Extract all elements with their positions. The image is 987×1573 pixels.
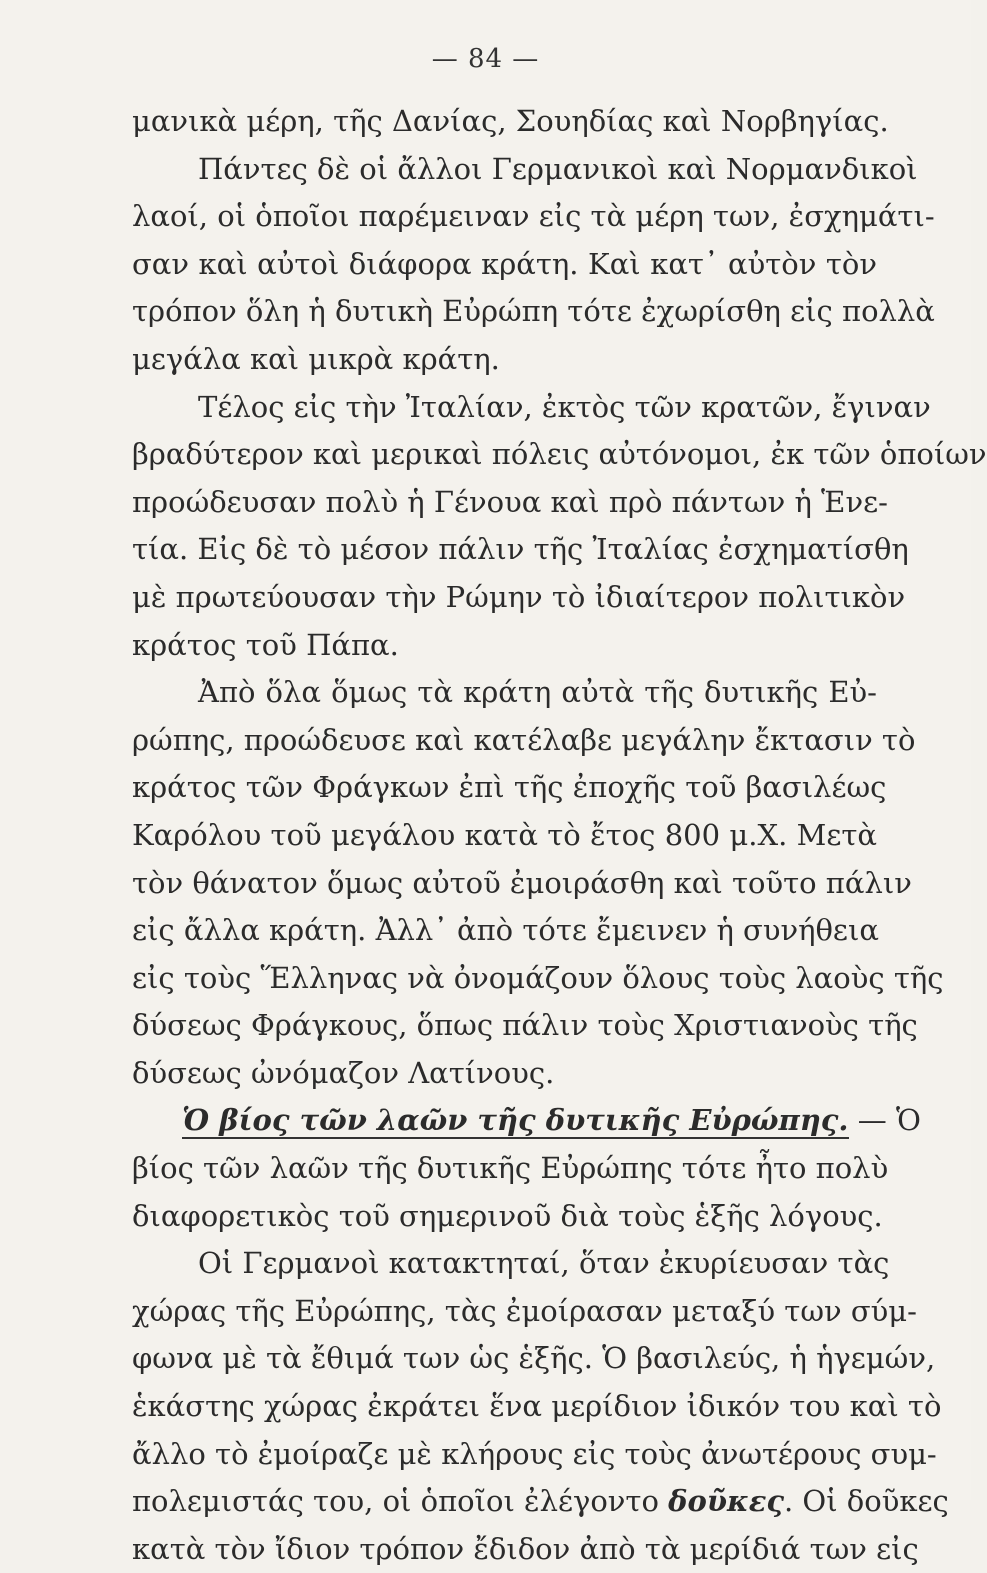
text-line: κράτος τοῦ Πάπα. (132, 627, 399, 662)
text-line: φωνα μὲ τὰ ἔθιμά των ὡς ἑξῆς. Ὁ βασιλεύς, ἡ ἡγεμών, (132, 1341, 936, 1376)
text-line: Ἀπὸ ὅλα ὅμως τὰ κράτη αὐτὰ τῆς δυτικῆς Εὐ- (198, 675, 877, 710)
text-line: τὸν θάνατον ὅμως αὐτοῦ ἐμοιράσθη καὶ τοῦτο πάλιν (132, 865, 912, 900)
text-line: εἰς τοὺς Ἕλληνας νὰ ὀνομάζουν ὅλους τοὺς λαοὺς τῆς (132, 960, 944, 995)
text-line: μὲ πρωτεύουσαν τὴν Ρώμην τὸ ἰδιαίτερον πολιτικὸν (132, 579, 906, 614)
text-line: Οἱ Γερμανοὶ κατακτηταί, ὅταν ἐκυρίευσαν τὰς (198, 1246, 890, 1281)
text-line: βίος τῶν λαῶν τῆς δυτικῆς Εὐρώπης τότε ἦτο πολὺ (132, 1151, 889, 1186)
text-line: μεγάλα καὶ μικρὰ κράτη. (132, 341, 500, 376)
text-line: ἄλλο τὸ ἐμοίραζε μὲ κλήρους εἰς τοὺς ἀνωτέρους συμ- (132, 1436, 937, 1471)
text-line: κατὰ τὸν ἴδιον τρόπον ἔδιδον ἀπὸ τὰ μερίδιά των εἰς (132, 1531, 919, 1566)
page-body (132, 98, 987, 1573)
text-line: τρόπον ὅλη ἡ δυτικὴ Εὐρώπη τότε ἐχωρίσθη εἰς πολλὰ (132, 294, 935, 329)
text-line: ρώπης, προώδευσε καὶ κατέλαβε μεγάλην ἔκτασιν τὸ (132, 722, 916, 757)
text-line: τία. Εἰς δὲ τὸ μέσον πάλιν τῆς Ἰταλίας ἐσχηματίσθη (132, 532, 909, 567)
text-line: κράτος τῶν Φράγκων ἐπὶ τῆς ἐποχῆς τοῦ βασιλέως (132, 770, 887, 805)
text-line: δύσεως Φράγκους, ὅπως πάλιν τοὺς Χριστιανοὺς τῆς (132, 1008, 918, 1043)
text-line: δύσεως ὠνόμαζον Λατίνους. (132, 1055, 555, 1090)
text-line: χώρας τῆς Εὐρώπης, τὰς ἐμοίρασαν μεταξύ των σύμ- (132, 1293, 917, 1328)
text-line: ἑκάστης χώρας ἐκράτει ἕνα μερίδιον ἰδικόν του καὶ τὸ (132, 1389, 942, 1424)
text-line: Καρόλου τοῦ μεγάλου κατὰ τὸ ἔτος 800 μ.Χ. Μετὰ (132, 817, 877, 852)
emphasized-term: δοῦκες (668, 1484, 784, 1519)
text-line: βραδύτερον καὶ μερικαὶ πόλεις αὐτόνομοι, ἐκ τῶν ὁποίων (132, 437, 987, 472)
text-fragment: . Οἱ δοῦκες (784, 1484, 949, 1519)
text-line: Πάντες δὲ οἱ ἄλλοι Γερμανικοὶ καὶ Νορμανδικοὶ (198, 151, 918, 186)
text-fragment: πολεμιστάς του, οἱ ὁποῖοι ἐλέγοντο (132, 1484, 659, 1519)
page-number: — 84 — (431, 44, 540, 74)
section-heading: Ὁ βίος τῶν λαῶν τῆς δυτικῆς Εὐρώπης. (182, 1103, 849, 1138)
text-line: σαν καὶ αὐτοὶ διάφορα κράτη. Καὶ κατ᾿ αὐτὸν τὸν (132, 246, 877, 281)
text-line-dukes (132, 1478, 949, 1526)
section-heading-line (132, 1097, 921, 1145)
text-line: λαοί, οἱ ὁποῖοι παρέμειναν εἰς τὰ μέρη των, ἐσχημάτι- (132, 199, 935, 234)
text-line: προώδευσαν πολὺ ἡ Γένουα καὶ πρὸ πάντων ἡ Ἑνε- (132, 484, 888, 519)
heading-continuation: — Ὁ (857, 1103, 921, 1138)
text-line: διαφορετικὸς τοῦ σημερινοῦ διὰ τοὺς ἑξῆς λόγους. (132, 1198, 883, 1233)
text-line: Τέλος εἰς τὴν Ἰταλίαν, ἐκτὸς τῶν κρατῶν, ἔγιναν (198, 389, 931, 424)
text-line: εἰς ἄλλα κράτη. Ἀλλ᾿ ἀπὸ τότε ἔμεινεν ἡ συνήθεια (132, 913, 879, 948)
text-line: μανικὰ μέρη, τῆς Δανίας, Σουηδίας καὶ Νορβηγίας. (132, 104, 889, 138)
